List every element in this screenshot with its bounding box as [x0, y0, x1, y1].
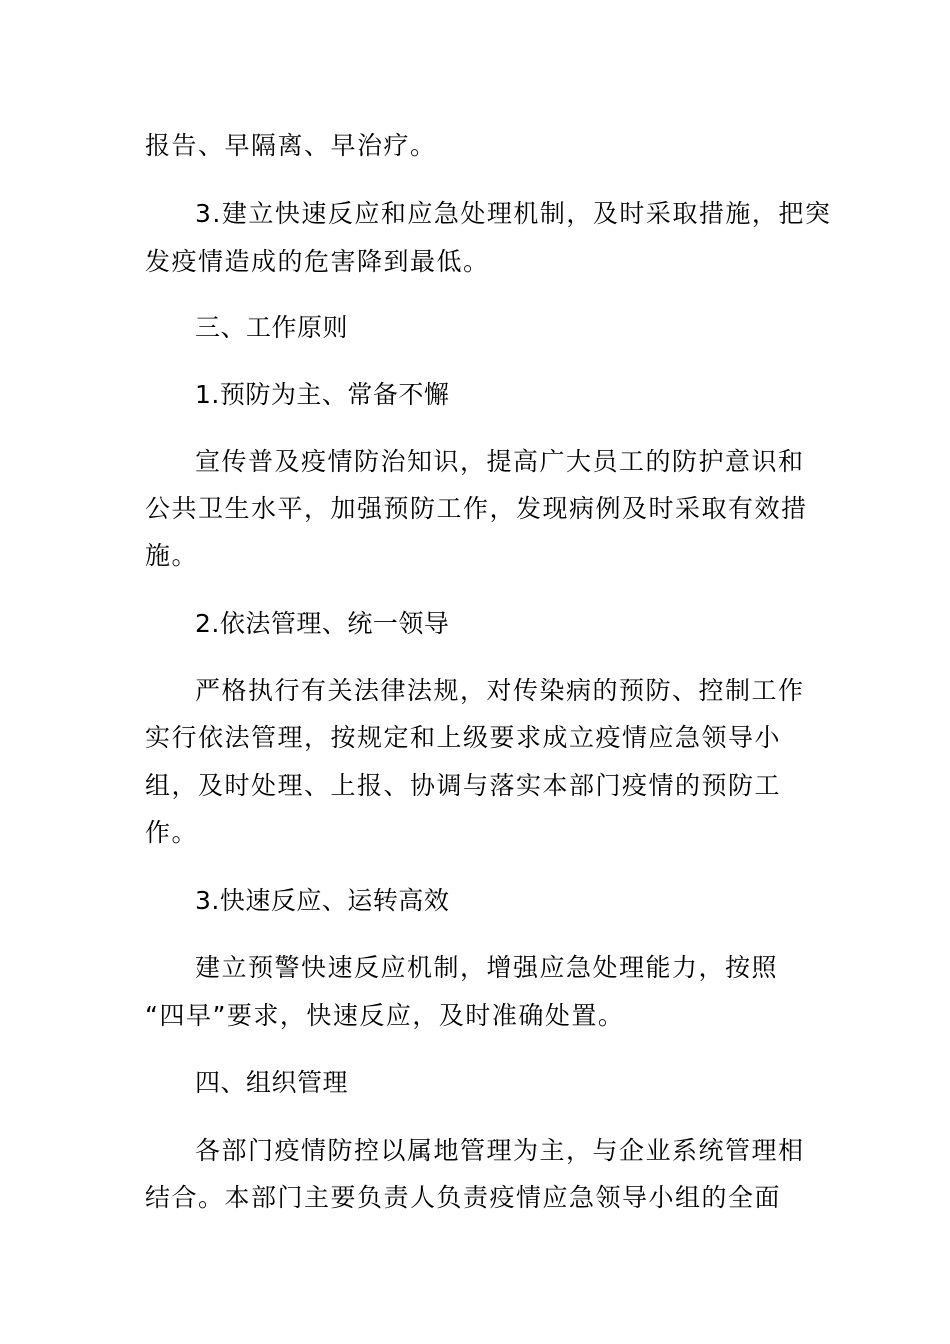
- paragraph-line: 报告、早隔离、早治疗。: [145, 131, 437, 160]
- section-heading: 四、组织管理: [195, 1068, 349, 1097]
- paragraph-line: “四早”要求，快速反应，及时准确处置。: [145, 1001, 625, 1030]
- paragraph-line: 宣传普及疫情防治知识，提高广大员工的防护意识和: [195, 447, 805, 476]
- paragraph-line: 公共卫生水平，加强预防工作，发现病例及时采取有效措: [145, 494, 808, 523]
- paragraph-line: 严格执行有关法律法规，对传染病的预防、控制工作: [195, 676, 805, 705]
- paragraph-line: 各部门疫情防控以属地管理为主，与企业系统管理相: [195, 1136, 805, 1165]
- paragraph-line: 施。: [145, 541, 199, 570]
- paragraph-line: 结合。本部门主要负责人负责疫情应急领导小组的全面: [145, 1183, 782, 1212]
- paragraph-line: 组，及时处理、上报、协调与落实本部门疫情的预防工: [145, 771, 782, 800]
- paragraph-line: 实行依法管理，按规定和上级要求成立疫情应急领导小: [145, 723, 782, 752]
- paragraph-line: 建立预警快速反应机制，增强应急处理能力，按照: [195, 953, 779, 982]
- subsection-heading: 2.依法管理、统一领导: [195, 609, 450, 638]
- paragraph-line: 作。: [145, 818, 199, 847]
- paragraph-line: 发疫情造成的危害降到最低。: [145, 247, 490, 276]
- paragraph-line: 3.建立快速反应和应急处理机制，及时采取措施，把突: [195, 199, 832, 228]
- subsection-heading: 3.快速反应、运转高效: [195, 886, 450, 915]
- subsection-heading: 1.预防为主、常备不懈: [195, 380, 450, 409]
- section-heading: 三、工作原则: [195, 313, 349, 342]
